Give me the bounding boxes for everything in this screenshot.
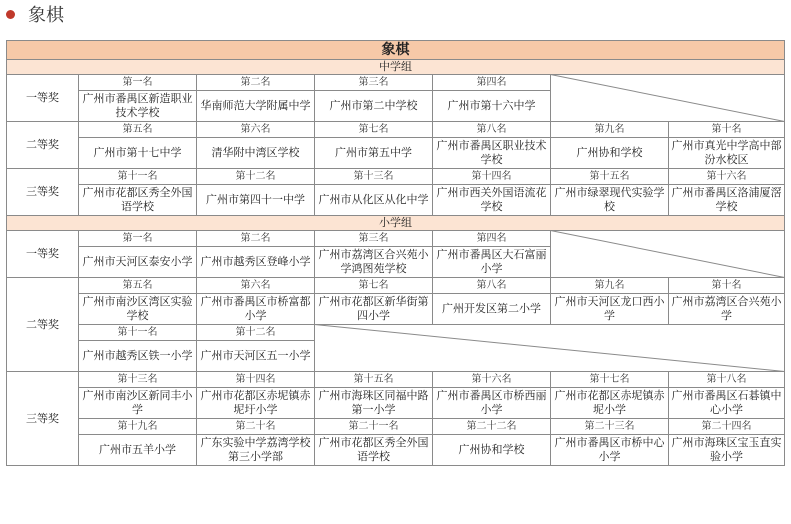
school-name: 华南师范大学附属中学 bbox=[197, 91, 315, 122]
rank-label: 第十七名 bbox=[551, 372, 669, 388]
award-label: 三等奖 bbox=[7, 169, 79, 216]
school-name: 广州市花都区秀全外国语学校 bbox=[79, 185, 197, 216]
bullet-icon bbox=[6, 10, 15, 19]
rank-label: 第十二名 bbox=[197, 169, 315, 185]
rank-label: 第十三名 bbox=[315, 169, 433, 185]
rank-label: 第六名 bbox=[197, 122, 315, 138]
rank-label: 第九名 bbox=[551, 122, 669, 138]
school-name: 广州市花都区新华街第四小学 bbox=[315, 294, 433, 325]
group-label-primary: 小学组 bbox=[7, 216, 785, 231]
award-table bbox=[6, 40, 785, 466]
school-name: 广州市第十七中学 bbox=[79, 138, 197, 169]
rank-label: 第二十三名 bbox=[551, 419, 669, 435]
school-name: 广州协和学校 bbox=[551, 138, 669, 169]
school-name: 广州市绿翠现代实验学校 bbox=[551, 185, 669, 216]
school-name: 广州市越秀区登峰小学 bbox=[197, 247, 315, 278]
rank-label: 第二名 bbox=[197, 231, 315, 247]
rank-label: 第十五名 bbox=[315, 372, 433, 388]
rank-label: 第十三名 bbox=[79, 372, 197, 388]
school-name: 广州市番禺区新造职业技术学校 bbox=[79, 91, 197, 122]
award-label: 三等奖 bbox=[7, 372, 79, 466]
school-name: 广州市天河区泰安小学 bbox=[79, 247, 197, 278]
rank-label: 第三名 bbox=[315, 231, 433, 247]
school-name: 广州市南沙区湾区实验学校 bbox=[79, 294, 197, 325]
rank-label: 第十八名 bbox=[669, 372, 785, 388]
award-label: 二等奖 bbox=[7, 278, 79, 372]
rank-label: 第一名 bbox=[79, 231, 197, 247]
school-name: 广州市番禺区市桥西丽小学 bbox=[433, 388, 551, 419]
rank-label: 第六名 bbox=[197, 278, 315, 294]
rank-label: 第十名 bbox=[669, 122, 785, 138]
rank-label: 第十六名 bbox=[433, 372, 551, 388]
rank-label: 第一名 bbox=[79, 75, 197, 91]
school-name: 广州市花都区赤坭镇赤坭小学 bbox=[551, 388, 669, 419]
rank-label: 第七名 bbox=[315, 122, 433, 138]
rank-label: 第五名 bbox=[79, 122, 197, 138]
school-name: 广州开发区第二小学 bbox=[433, 294, 551, 325]
table-title: 象棋 bbox=[7, 41, 785, 60]
rank-label: 第十名 bbox=[669, 278, 785, 294]
rank-label: 第二十四名 bbox=[669, 419, 785, 435]
school-name: 广州市番禺区石碁镇中心小学 bbox=[669, 388, 785, 419]
page-heading: 象棋 bbox=[28, 5, 64, 26]
rank-label: 第八名 bbox=[433, 122, 551, 138]
school-name: 广州市番禺区市桥富都小学 bbox=[197, 294, 315, 325]
rank-label: 第十四名 bbox=[433, 169, 551, 185]
school-name: 广东实验中学荔湾学校第三小学部 bbox=[197, 435, 315, 466]
school-name: 广州市天河区五一小学 bbox=[197, 341, 315, 372]
school-name: 广州市花都区赤坭镇赤坭圩小学 bbox=[197, 388, 315, 419]
award-label: 一等奖 bbox=[7, 231, 79, 278]
school-name: 广州市越秀区铁一小学 bbox=[79, 341, 197, 372]
rank-label: 第三名 bbox=[315, 75, 433, 91]
school-name: 广州市西关外国语流花学校 bbox=[433, 185, 551, 216]
school-name: 广州市海珠区同福中路第一小学 bbox=[315, 388, 433, 419]
empty-cell bbox=[315, 325, 785, 372]
rank-label: 第十四名 bbox=[197, 372, 315, 388]
rank-label: 第十五名 bbox=[551, 169, 669, 185]
rank-label: 第十一名 bbox=[79, 169, 197, 185]
rank-label: 第二十二名 bbox=[433, 419, 551, 435]
school-name: 广州市第二中学校 bbox=[315, 91, 433, 122]
school-name: 广州市第十六中学 bbox=[433, 91, 551, 122]
school-name: 广州市花都区秀全外国语学校 bbox=[315, 435, 433, 466]
rank-label: 第九名 bbox=[551, 278, 669, 294]
school-name: 广州市番禺区市桥中心小学 bbox=[551, 435, 669, 466]
award-label: 一等奖 bbox=[7, 75, 79, 122]
group-label-middle: 中学组 bbox=[7, 60, 785, 75]
rank-label: 第五名 bbox=[79, 278, 197, 294]
rank-label: 第十二名 bbox=[197, 325, 315, 341]
school-name: 广州市荔湾区合兴苑小学 bbox=[669, 294, 785, 325]
empty-cell bbox=[551, 75, 785, 122]
school-name: 广州市真光中学高中部汾水校区 bbox=[669, 138, 785, 169]
rank-label: 第二十一名 bbox=[315, 419, 433, 435]
school-name: 广州市从化区从化中学 bbox=[315, 185, 433, 216]
school-name: 广州市第四十一中学 bbox=[197, 185, 315, 216]
school-name: 广州市番禺区职业技术学校 bbox=[433, 138, 551, 169]
school-name: 广州市第五中学 bbox=[315, 138, 433, 169]
school-name: 广州协和学校 bbox=[433, 435, 551, 466]
rank-label: 第二十名 bbox=[197, 419, 315, 435]
rank-label: 第七名 bbox=[315, 278, 433, 294]
rank-label: 第十九名 bbox=[79, 419, 197, 435]
school-name: 广州市荔湾区合兴苑小学鸿图苑学校 bbox=[315, 247, 433, 278]
award-label: 二等奖 bbox=[7, 122, 79, 169]
rank-label: 第八名 bbox=[433, 278, 551, 294]
rank-label: 第四名 bbox=[433, 231, 551, 247]
school-name: 广州市海珠区宝玉直实验小学 bbox=[669, 435, 785, 466]
school-name: 广州市天河区龙口西小学 bbox=[551, 294, 669, 325]
school-name: 清华附中湾区学校 bbox=[197, 138, 315, 169]
school-name: 广州市五羊小学 bbox=[79, 435, 197, 466]
rank-label: 第二名 bbox=[197, 75, 315, 91]
rank-label: 第十六名 bbox=[669, 169, 785, 185]
empty-cell bbox=[551, 231, 785, 278]
school-name: 广州市番禺区大石富丽小学 bbox=[433, 247, 551, 278]
rank-label: 第十一名 bbox=[79, 325, 197, 341]
section-heading bbox=[6, 1, 64, 27]
school-name: 广州市南沙区新同丰小学 bbox=[79, 388, 197, 419]
school-name: 广州市番禺区洛浦厦滘学校 bbox=[669, 185, 785, 216]
rank-label: 第四名 bbox=[433, 75, 551, 91]
